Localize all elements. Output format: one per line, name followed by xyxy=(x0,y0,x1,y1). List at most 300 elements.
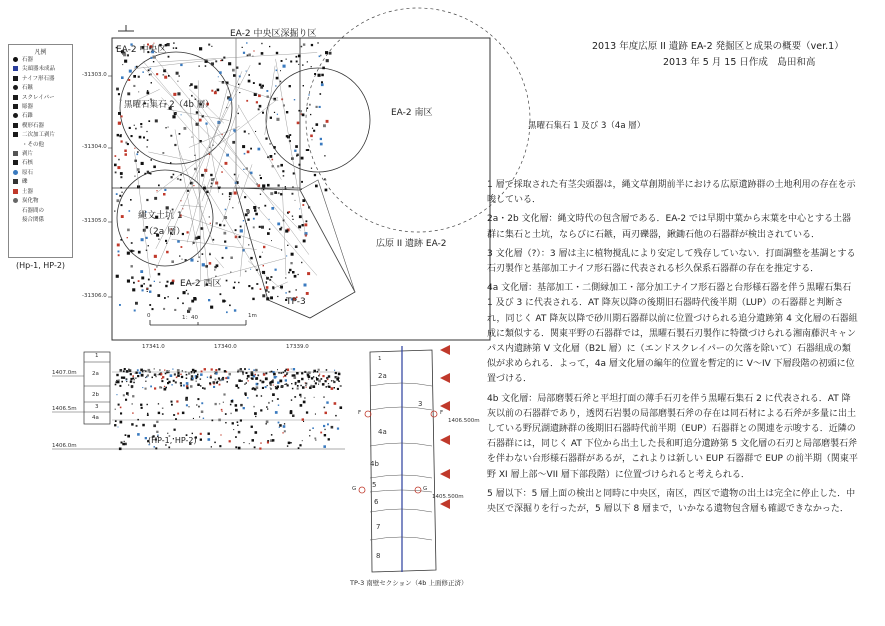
section-artifact-point xyxy=(323,425,325,427)
section-elev-1407: 1407.0m xyxy=(52,370,77,376)
artifact-point xyxy=(180,179,182,181)
legend-item-label: 石器 xyxy=(22,57,34,63)
section-artifact-point xyxy=(177,372,179,374)
artifact-point xyxy=(165,240,167,242)
section-artifact-point xyxy=(202,387,204,389)
artifact-point xyxy=(141,285,144,288)
section-artifact-point xyxy=(164,388,167,391)
section-artifact-point xyxy=(293,368,295,370)
artifact-point xyxy=(177,81,178,82)
section-artifact-point xyxy=(142,387,143,388)
section-artifact-point xyxy=(137,419,139,421)
artifact-point xyxy=(238,84,239,85)
artifact-point xyxy=(246,100,248,102)
section-artifact-point xyxy=(232,422,234,424)
artifact-point xyxy=(154,281,155,282)
section-artifact-point xyxy=(200,433,202,435)
section-artifact-point xyxy=(116,380,117,381)
artifact-point xyxy=(313,130,315,132)
section-artifact-point xyxy=(298,447,300,449)
legend-caption: (Hp-1, HP-2) xyxy=(16,261,66,270)
artifact-point xyxy=(306,292,309,295)
section-artifact-point xyxy=(271,434,273,436)
artifact-point xyxy=(147,288,148,289)
section-artifact-point xyxy=(225,422,226,423)
section-artifact-point xyxy=(176,377,178,379)
section-artifact-point xyxy=(302,440,303,441)
artifact-point xyxy=(116,275,119,278)
label-obsidian-cluster-2: 黒曜石集石 2（4b 層） xyxy=(124,100,214,110)
artifact-point xyxy=(232,69,235,72)
section-artifact-point xyxy=(159,369,161,371)
legend-item-label: 石核 xyxy=(22,160,34,167)
section-artifact-point xyxy=(279,380,282,383)
section-artifact-point xyxy=(314,397,315,398)
artifact-point xyxy=(246,223,247,224)
artifact-point xyxy=(172,115,175,118)
section-artifact-point xyxy=(145,370,147,372)
artifact-point xyxy=(205,65,207,67)
section-artifact-point xyxy=(192,378,194,380)
artifact-point xyxy=(131,265,133,267)
section-artifact-point xyxy=(128,395,129,396)
artifact-point xyxy=(121,76,124,79)
artifact-point xyxy=(316,123,319,126)
tp3-layer-5: 5 xyxy=(372,481,377,489)
artifact-point xyxy=(277,97,278,98)
section-artifact-point xyxy=(130,378,132,380)
section-artifact-point xyxy=(140,369,143,372)
section-artifact-point xyxy=(168,447,170,449)
section-artifact-point xyxy=(334,370,335,371)
artifact-point xyxy=(254,209,257,212)
section-artifact-point xyxy=(171,401,173,403)
section-artifact-point xyxy=(272,400,273,401)
section-artifact-point xyxy=(170,374,173,377)
artifact-point xyxy=(277,223,280,226)
artifact-point xyxy=(119,304,121,306)
section-artifact-point xyxy=(270,387,271,388)
artifact-point xyxy=(278,192,280,194)
legend-item-label: ナイフ形石器 xyxy=(22,75,55,82)
section-artifact-point xyxy=(287,369,290,372)
section-artifact-point xyxy=(306,387,307,388)
artifact-point xyxy=(179,255,180,256)
section-artifact-point xyxy=(218,419,221,422)
section-artifact-point xyxy=(338,373,341,376)
section-artifact-point xyxy=(311,377,313,379)
artifact-point xyxy=(286,255,287,256)
artifact-point xyxy=(217,89,220,92)
artifact-point xyxy=(230,257,233,260)
section-artifact-point xyxy=(271,371,273,373)
artifact-point xyxy=(170,135,172,137)
section-artifact-point xyxy=(303,401,306,404)
section-artifact-point xyxy=(197,398,199,400)
artifact-point xyxy=(221,59,223,61)
artifact-point xyxy=(280,81,282,83)
artifact-point xyxy=(250,269,251,270)
section-artifact-point xyxy=(210,375,211,376)
artifact-point xyxy=(173,93,176,96)
artifact-point xyxy=(248,244,249,245)
section-artifact-point xyxy=(212,420,214,422)
artifact-point xyxy=(150,285,152,287)
section-artifact-point xyxy=(335,372,337,374)
artifact-point xyxy=(150,173,152,175)
section-artifact-point xyxy=(214,371,215,372)
legend-item-label: 土器 xyxy=(22,188,34,195)
artifact-point xyxy=(326,120,329,123)
artifact-point xyxy=(301,262,302,263)
artifact-point xyxy=(210,174,212,176)
artifact-point xyxy=(296,56,298,58)
section-artifact-point xyxy=(124,368,126,370)
section-artifact-point xyxy=(220,434,221,435)
paragraph-layer-5: 5 層以下：5 層上面の検出と同時に中央区，南区，西区で遺物の出土は完全に停止した．中央区で深掘りを行ったが，5 層以下 8 層まで，いかなる遺物包含層も確認できなかった． xyxy=(487,488,856,515)
section-artifact-point xyxy=(320,432,322,434)
section-artifact-point xyxy=(155,447,157,449)
artifact-point xyxy=(248,133,249,134)
artifact-point xyxy=(292,216,293,217)
section-artifact-point xyxy=(242,373,244,375)
artifact-point xyxy=(294,99,295,100)
artifact-point xyxy=(209,262,212,265)
section-artifact-point xyxy=(282,432,283,433)
artifact-point xyxy=(248,54,251,57)
section-artifact-point xyxy=(161,380,163,382)
section-artifact-point xyxy=(167,378,169,380)
artifact-point xyxy=(122,64,123,65)
artifact-point xyxy=(142,289,144,291)
section-artifact-point xyxy=(118,427,119,428)
artifact-point xyxy=(259,226,261,228)
section-artifact-point xyxy=(322,383,325,386)
artifact-point xyxy=(280,70,281,71)
artifact-point xyxy=(248,80,251,83)
artifact-point xyxy=(240,226,242,228)
refit-line xyxy=(222,174,239,222)
artifact-point xyxy=(140,123,142,125)
section-artifact-point xyxy=(318,380,321,383)
artifact-point xyxy=(270,276,272,278)
scale-zero: 0 xyxy=(147,313,151,319)
section-artifact-point xyxy=(331,426,334,429)
section-artifact-point xyxy=(340,406,343,409)
section-artifact-point xyxy=(186,378,188,380)
section-artifact-point xyxy=(312,385,315,388)
artifact-point xyxy=(319,106,321,108)
section-artifact-point xyxy=(142,371,143,372)
section-artifact-point xyxy=(197,374,199,376)
artifact-point xyxy=(276,77,279,80)
artifact-point xyxy=(228,62,231,65)
artifact-point xyxy=(286,135,288,137)
artifact-point xyxy=(270,296,273,299)
section-artifact-point xyxy=(283,372,285,374)
artifact-point xyxy=(278,184,280,186)
section-artifact-point xyxy=(291,399,292,400)
artifact-point xyxy=(131,242,133,244)
artifact-point xyxy=(286,59,287,60)
artifact-point xyxy=(173,174,175,176)
artifact-point xyxy=(280,164,283,167)
section-artifact-point xyxy=(248,380,249,381)
artifact-point xyxy=(140,126,142,128)
legend-item-label: 楔形石器 xyxy=(22,122,45,129)
artifact-point xyxy=(194,168,196,170)
artifact-point xyxy=(325,189,328,192)
artifact-point xyxy=(295,145,298,148)
artifact-point xyxy=(309,104,311,106)
section-artifact-point xyxy=(126,392,129,395)
section-artifact-point xyxy=(240,370,242,372)
section-artifact-point xyxy=(132,412,133,413)
section-artifact-point xyxy=(196,381,197,382)
section-artifact-point xyxy=(155,376,156,377)
section-artifact-point xyxy=(244,384,245,385)
artifact-point xyxy=(307,107,309,109)
artifact-point xyxy=(245,213,248,216)
artifact-point xyxy=(120,99,122,101)
section-artifact-point xyxy=(213,381,215,383)
section-artifact-point xyxy=(134,379,135,380)
artifact-point xyxy=(233,74,236,77)
artifact-point xyxy=(130,199,132,201)
artifact-point xyxy=(119,195,121,197)
artifact-point xyxy=(223,225,225,227)
artifact-point xyxy=(301,46,303,48)
tp3-caption: TP-3 南壁セクション（4b 上面修正済） xyxy=(350,579,468,587)
section-artifact-point xyxy=(337,428,339,430)
artifact-point xyxy=(294,150,296,152)
artifact-point xyxy=(248,74,250,76)
tp3-layer-8: 8 xyxy=(376,552,381,560)
section-artifact-point xyxy=(252,439,255,442)
section-artifact-point xyxy=(249,443,250,444)
section-artifact-point xyxy=(229,440,231,442)
artifact-point xyxy=(226,311,228,313)
section-artifact-point xyxy=(325,380,327,382)
artifact-point xyxy=(253,50,254,51)
artifact-point xyxy=(302,199,305,202)
artifact-point xyxy=(154,197,157,200)
artifact-point xyxy=(118,93,120,95)
section-artifact-point xyxy=(247,397,248,398)
artifact-point xyxy=(262,184,265,187)
artifact-point xyxy=(202,263,205,266)
artifact-point xyxy=(320,138,322,140)
artifact-point xyxy=(118,254,120,256)
artifact-point xyxy=(280,193,282,195)
legend-item-label: 石錐 xyxy=(22,113,34,120)
artifact-point xyxy=(288,272,290,274)
section-artifact-point xyxy=(182,370,183,371)
section-artifact-point xyxy=(211,368,213,370)
section-artifact-point xyxy=(244,368,246,370)
artifact-point xyxy=(244,153,246,155)
artifact-point xyxy=(146,131,147,132)
refit-line xyxy=(204,184,262,278)
section-artifact-point xyxy=(172,369,173,370)
section-artifact-point xyxy=(324,434,326,436)
refit-line xyxy=(181,205,204,207)
artifact-point xyxy=(164,297,166,299)
section-artifact-point xyxy=(265,372,267,374)
section-profile xyxy=(52,352,345,449)
section-artifact-point xyxy=(225,377,227,379)
section-artifact-point xyxy=(180,385,182,387)
scale-bar xyxy=(150,320,246,325)
section-artifact-point xyxy=(331,387,334,390)
tp3-layer-6: 6 xyxy=(374,498,379,506)
artifact-point xyxy=(262,271,265,274)
section-artifact-point xyxy=(129,369,132,372)
section-artifact-point xyxy=(244,392,246,394)
artifact-point xyxy=(324,155,325,156)
section-artifact-point xyxy=(334,387,336,389)
artifact-point xyxy=(240,229,243,232)
section-artifact-point xyxy=(180,382,182,384)
artifact-point xyxy=(147,171,149,173)
section-artifact-point xyxy=(267,385,268,386)
section-artifact-point xyxy=(173,380,175,382)
section-artifact-point xyxy=(322,375,324,377)
artifact-point xyxy=(325,51,328,54)
artifact-point xyxy=(288,211,290,213)
artifact-point xyxy=(141,238,144,241)
artifact-point xyxy=(164,189,166,191)
section-artifact-point xyxy=(177,374,180,377)
section-artifact-point xyxy=(277,398,279,400)
section-artifact-point xyxy=(315,414,316,415)
artifact-point xyxy=(177,297,179,299)
section-artifact-point xyxy=(251,373,254,376)
artifact-point xyxy=(271,240,272,241)
section-artifact-point xyxy=(266,421,269,424)
legend-item-label: 炭化物 xyxy=(22,198,39,205)
section-artifact-point xyxy=(154,446,156,448)
section-artifact-point xyxy=(300,396,302,398)
artifact-point xyxy=(216,222,218,224)
artifact-point xyxy=(298,225,301,228)
artifact-point xyxy=(247,151,250,154)
section-artifact-point xyxy=(265,386,267,388)
artifact-point xyxy=(281,249,282,250)
artifact-point xyxy=(315,185,318,188)
artifact-point xyxy=(199,66,200,67)
artifact-point xyxy=(247,55,249,57)
section-artifact-point xyxy=(130,380,132,382)
section-artifact-point xyxy=(280,372,282,374)
artifact-point xyxy=(225,300,226,301)
artifact-point xyxy=(232,207,233,208)
artifact-point xyxy=(317,42,318,43)
section-artifact-point xyxy=(302,386,305,389)
section-artifact-point xyxy=(147,413,148,414)
artifact-point xyxy=(193,185,194,186)
section-artifact-point xyxy=(235,404,238,407)
artifact-point xyxy=(197,261,198,262)
artifact-point xyxy=(118,112,121,115)
artifact-point xyxy=(138,280,140,282)
artifact-point xyxy=(134,176,135,177)
artifact-point xyxy=(281,60,283,62)
artifact-point xyxy=(297,122,300,125)
artifact-point xyxy=(322,67,325,70)
section-artifact-point xyxy=(192,433,193,434)
artifact-point xyxy=(245,271,247,273)
artifact-point xyxy=(263,246,265,248)
section-artifact-point xyxy=(154,387,156,389)
section-artifact-point xyxy=(326,401,328,403)
section-artifact-point xyxy=(121,381,123,383)
artifact-point xyxy=(201,174,204,177)
section-artifact-point xyxy=(284,384,285,385)
label-area-west: EA-2 西区 xyxy=(180,279,222,289)
artifact-point xyxy=(114,211,115,212)
section-artifact-point xyxy=(149,371,151,373)
section-artifact-point xyxy=(253,369,255,371)
section-artifact-point xyxy=(191,372,192,373)
artifact-point xyxy=(291,253,294,256)
section-artifact-point xyxy=(115,420,117,422)
tp3-g-elev: 1405.500m xyxy=(432,494,464,500)
artifact-point xyxy=(137,185,140,188)
artifact-point xyxy=(302,114,305,117)
section-artifact-point xyxy=(167,433,168,434)
artifact-point xyxy=(234,192,237,195)
section-artifact-point xyxy=(123,394,125,396)
section-artifact-point xyxy=(116,394,117,395)
artifact-point xyxy=(262,252,263,253)
artifact-point xyxy=(321,81,323,83)
section-artifact-point xyxy=(328,386,330,388)
artifact-point xyxy=(293,172,295,174)
section-artifact-point xyxy=(266,423,267,424)
section-artifact-point xyxy=(309,387,312,390)
section-artifact-point xyxy=(214,442,216,444)
section-artifact-point xyxy=(118,380,119,381)
artifact-point xyxy=(289,291,291,293)
section-artifact-point xyxy=(209,382,211,384)
section-artifact-point xyxy=(233,429,234,430)
artifact-point xyxy=(211,183,213,185)
artifact-point xyxy=(133,250,135,252)
artifact-point xyxy=(270,192,273,195)
section-artifact-point xyxy=(272,393,275,396)
section-artifact-point xyxy=(297,385,299,387)
section-artifact-point xyxy=(177,413,179,415)
artifact-point xyxy=(239,92,240,93)
artifact-point xyxy=(229,196,231,198)
section-artifact-point xyxy=(235,446,237,448)
section-artifact-point xyxy=(306,411,308,413)
artifact-point xyxy=(307,272,310,275)
artifact-point xyxy=(146,199,148,201)
artifact-point xyxy=(132,288,135,291)
section-artifact-point xyxy=(269,371,270,372)
artifact-point xyxy=(125,153,128,156)
artifact-point xyxy=(215,60,217,62)
section-artifact-point xyxy=(204,368,206,370)
artifact-point xyxy=(175,47,177,49)
tp3-f-right: F xyxy=(440,410,444,416)
tp3-f-left: F xyxy=(358,410,362,416)
artifact-point xyxy=(283,175,285,177)
section-artifact-point xyxy=(267,441,269,443)
section-artifact-point xyxy=(319,374,320,375)
